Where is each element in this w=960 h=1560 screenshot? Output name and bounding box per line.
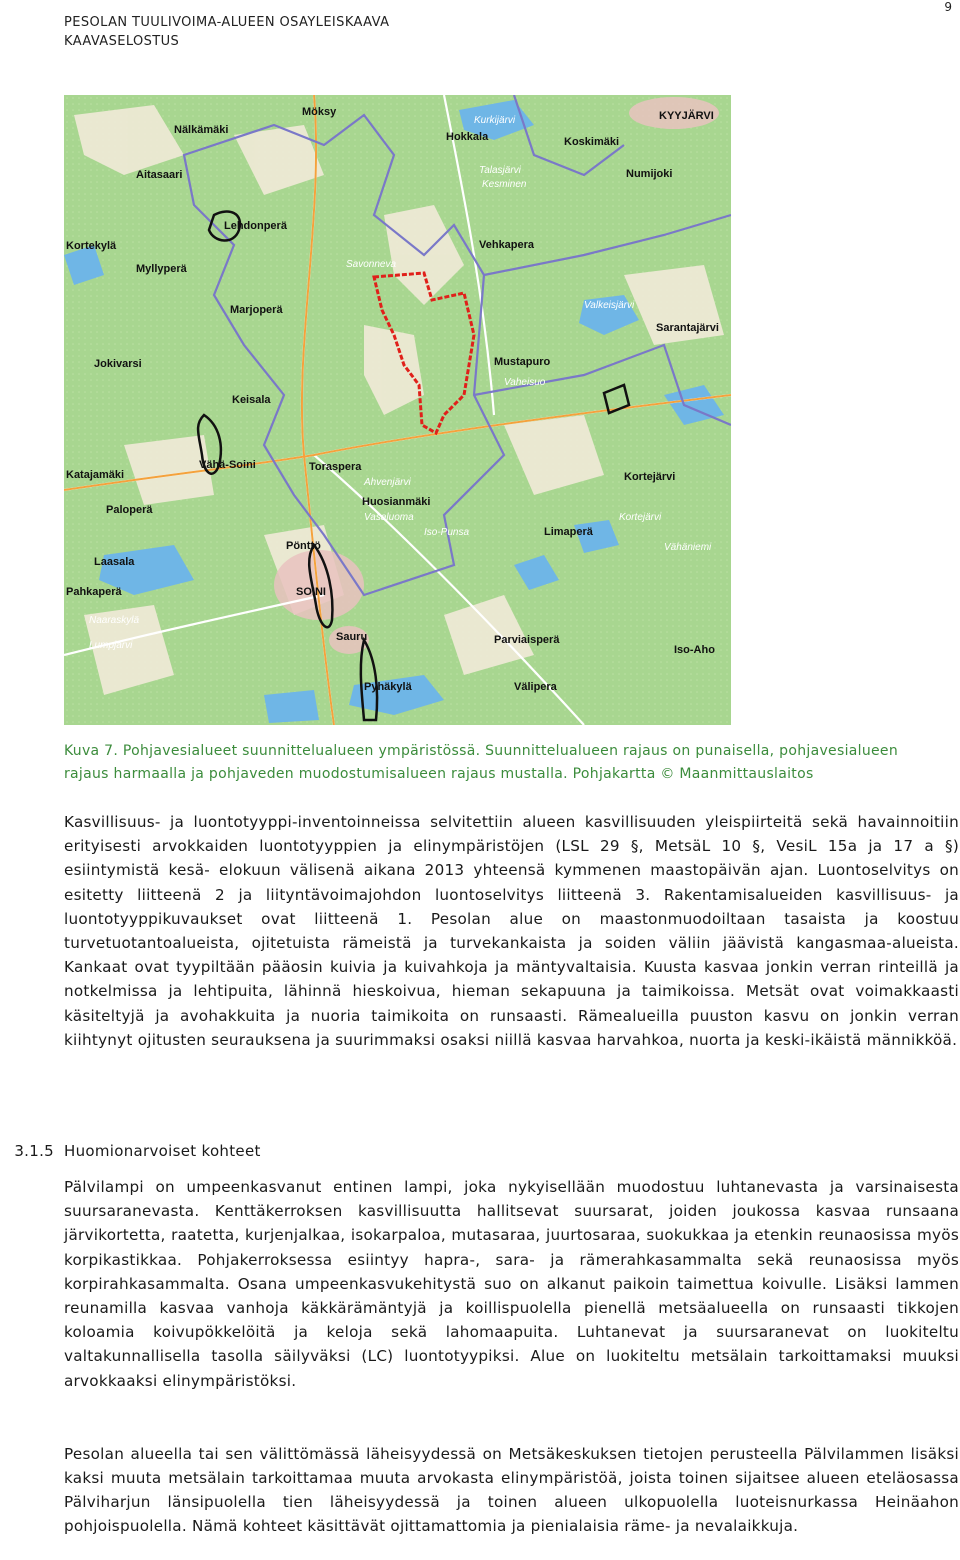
map-label: Kortekylä	[66, 240, 117, 252]
map-label: Huosianmäki	[362, 496, 431, 508]
water-label: Kesminen	[482, 179, 527, 190]
map-label: Iso-Aho	[674, 644, 715, 656]
map-label: Keisala	[232, 394, 271, 406]
map-label: Pönttö	[286, 540, 321, 552]
map-label: Hokkala	[446, 131, 489, 143]
header-title: PESOLAN TUULIVOIMA-ALUEEN OSAYLEISKAAVA	[64, 15, 390, 30]
map-label: KYYJÄRVI	[659, 110, 714, 122]
map-label: Numijoki	[626, 168, 673, 180]
map-label: Möksy	[302, 106, 337, 118]
water-label: Lumpjärvi	[89, 640, 133, 651]
water-label: Vasaluoma	[364, 512, 414, 523]
map-label: Lehdonperä	[224, 220, 287, 232]
map-label: Mustapuro	[494, 356, 551, 368]
map-label: Nälkämäki	[174, 124, 229, 136]
water-label: Ahvenjärvi	[364, 477, 411, 488]
water-label: Vaheisuo	[504, 377, 546, 388]
map-label: Myllyperä	[136, 263, 187, 275]
map-label: Koskimäki	[564, 136, 620, 148]
groundwater-map	[64, 95, 731, 725]
water-label: Vähäniemi	[664, 542, 712, 553]
section-heading	[14, 1139, 261, 1163]
water-label: Valkeisjärvi	[584, 300, 635, 311]
map-label: Vähä-Soini	[199, 459, 256, 471]
paragraph-palvilampi: Pälvilampi on umpeenkasvanut entinen lampi, joka nykyisellään muodostuu luhtanevasta ja varsinaisesta suursaranevasta. Kenttäkerroksen kasvillisuutta hallitsevat suursarat, joiden joukossa kasvaa runsaana järvikortetta, raatetta, kurjenjalkaa, isokarpaloa, mutasaraa, juurtosaraa, suokukkaa ja etenkin reunaosissa myös korpikastikkaa. Pohjakerroksessa esiintyy hapra-, sara- ja rämerahkasammalta sekä reunaosissa myös korpirahkasammalta. Osana umpeenkasvukehitystä suo on alkanut paikoin taimettua koivulle. Lisäksi lammen reunamilla kasvaa vanhoja käkkärämäntyjä ja koillispuolella pienellä metsäalueella on runsaasti tikkojen koloamia koivupökkelöitä ja keloja sekä lahomaapuita. Luhtanevat ja suursaranevat on luokiteltu valtakunnallisella tasolla säilyväksi (LC) luontotyypiksi. Alue on luokiteltu metsälain tarkoittamaksi muuksi arvokkaaksi elinympäristöksi.	[64, 1178, 959, 1390]
water-label: Kortejärvi	[619, 512, 662, 523]
map-label: Toraspera	[309, 461, 362, 473]
map-label: Kortejärvi	[624, 471, 676, 483]
map-label: Laasala	[94, 556, 135, 568]
section-number: 3.1.5	[14, 1142, 54, 1160]
paragraph-vegetation: Kasvillisuus- ja luontotyyppi-inventoinneissa selvitettiin alueen kasvillisuuden yleispiirteitä sekä havainnoitiin erityisesti arvokkaiden luontotyyppien ja elinympäristöjen (LSL 29 §, MetsäL 10 §, VesiL 15a ja 17 a §) esiintymistä kesä- elokuun välisenä aikana 2013 yhteensä kymmenen maastopäivän ajan. Luontoselvitys on esitetty liitteenä 2 ja liityntävoimajohdon luontoselvitys liitteenä 3. Rakentamisalueiden kasvillisuus- ja luontotyyppikuvaukset ovat liitteenä 1. Pesolan alue on maastonmuodoiltaan tasaista ja koostuu turvetuotantoalueista, ojitetuista rämeistä ja turvekankaista ja soiden väliin jäävistä kangasmaa-alueista. Kankaat ovat tyypiltään pääosin kuivia ja kuivahkoja ja mäntyvaltaisia. Kuusta kasvaa jonkin verran rinteillä ja notkelmissa ja lehtipuita, lähinnä hieskoivua, hieman sekapuuna ja taimikoissa. Metsät ovat voimakkaasti käsiteltyjä ja avohakkuita ja nuoria taimikoita on runsaasti. Rämealueilla puuston kasvu on jonkin verran kiihtynyt ojitusten seurauksena ja suurimmaksi osaksi niillä kasvaa harvahkoa, nuorta ja keski-ikäistä männikköä.	[64, 813, 959, 1049]
water-label: Savonneva	[346, 259, 397, 270]
map-label: Sauru	[336, 631, 368, 643]
water-label: Talasjärvi	[479, 165, 521, 176]
map-label: Sarantajärvi	[656, 322, 719, 334]
header-subtitle: KAAVASELOSTUS	[64, 34, 180, 49]
water-label: Iso-Punsa	[424, 527, 470, 538]
map-label: Pyhäkylä	[364, 681, 412, 693]
map-label: Vehkapera	[479, 239, 535, 251]
map-label: Paloperä	[106, 504, 153, 516]
map-label: Limaperä	[544, 526, 593, 538]
water-label: Kurkijärvi	[474, 115, 516, 126]
map-label: Välipera	[514, 681, 557, 693]
map-label: Jokivarsi	[94, 358, 142, 370]
map-label: Marjoperä	[230, 304, 283, 316]
water-label: Naaraskylä	[89, 615, 140, 626]
document-header	[64, 13, 389, 51]
page-number: 9	[944, 0, 952, 14]
map-label: Aitasaari	[136, 169, 183, 181]
map-label: SOINI	[296, 586, 326, 598]
map-label: Pahkaperä	[66, 586, 122, 598]
section-title: Huomionarvoiset kohteet	[64, 1142, 261, 1160]
map-label: Katajamäki	[66, 469, 125, 481]
map-label: Parviaisperä	[494, 634, 560, 646]
figure-caption: Kuva 7. Pohjavesialueet suunnittelualueen ympäristössä. Suunnittelualueen rajaus on punaisella, pohjavesialueen rajaus harmaalla ja pohjaveden muodostumisalueen rajaus mustalla. Pohjakartta © Maanmittauslaitos	[64, 743, 898, 782]
paragraph-other-habitats: Pesolan alueella tai sen välittömässä läheisyydessä on Metsäkeskuksen tietojen perusteella Pälvilammen lisäksi kaksi muuta metsälain tarkoittamaa muuta arvokasta elinympäristöä, joista toinen sijaitsee alueen eteläosassa Pälviharjun länsipuolella tien läheisyydessä ja toinen alueen ulkopuolella luoteisnurkassa Heinäahon pohjoispuolella. Nämä kohteet käsittävät ojittamattomia ja pienialaisia räme- ja nevalaikkuja.	[64, 1445, 959, 1535]
